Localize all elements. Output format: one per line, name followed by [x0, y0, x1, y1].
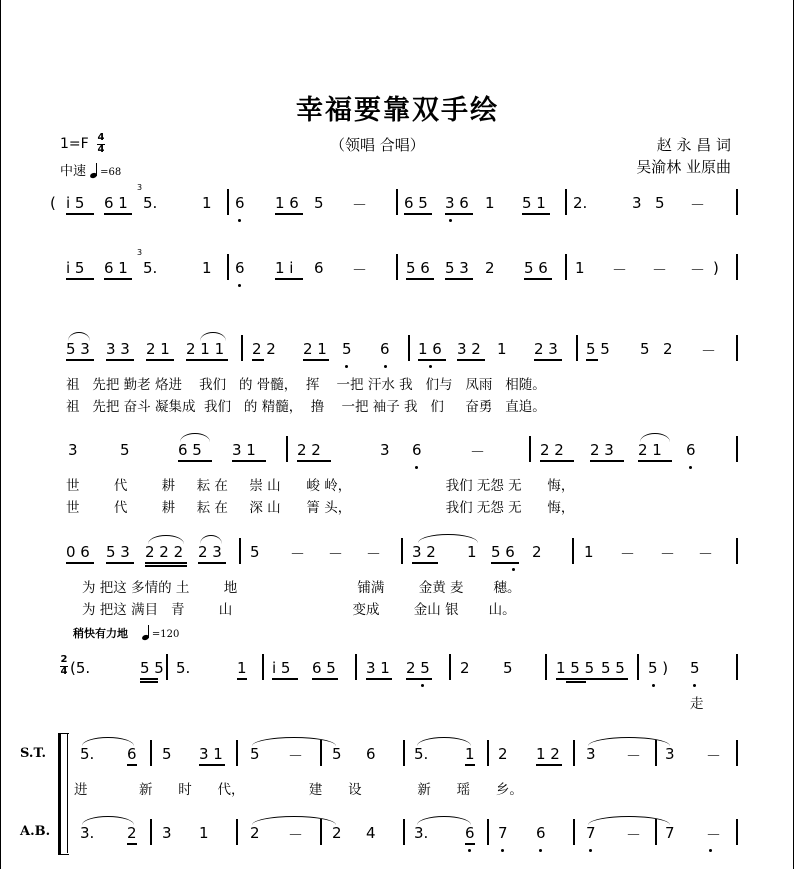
tempo-marking-2 [73, 624, 179, 641]
lyrics-verse-1: 世 代 耕 耘 在 崇 山 峻 岭， 我们 无怨 无 悔， [66, 478, 575, 494]
tempo-value: =120 [151, 629, 180, 640]
quarter-note-icon [142, 624, 152, 640]
notation-row-2: i 5 6 1 5. 1 6 1 i 6 － 5 6 5 3 2 5 6 1 － － － ) [66, 259, 719, 279]
lyrics-verse-2: 为 把这 满目 青 山 变成 金山 银 山。 [82, 602, 516, 618]
composer-credit: 吴渝林 业原曲 [636, 158, 731, 176]
time-signature-bottom: 4 [97, 144, 105, 155]
grace-note: 3 [137, 183, 143, 192]
meter-change: 2 4 [60, 654, 68, 677]
tempo-value: =68 [100, 167, 122, 178]
notation-row-5: 0 6 5 3 2 2 2 2 3 5 － － － 3 2 1 5 6 2 1 － － － [66, 543, 714, 563]
lyrics-verse-1: 祖 先把 勤老 烙进 我们 的 骨髓， 挥 一把 汗水 我 们与 凤雨 相随。 [66, 377, 546, 393]
notation-row-ab: 3. 2 3 1 2 － 2 4 3. 6 7 6 7 － 7 － [80, 824, 722, 844]
tempo-marking [60, 160, 121, 179]
time-signature [97, 133, 105, 155]
barline [736, 189, 738, 215]
lyric-word: 走 [690, 696, 704, 712]
notation-row-1: ( i 5 6 1 5. 1 6 1 6 5 － 6 5 3 6 1 5 1 2. 3 5 － [50, 194, 706, 214]
lyricist-credit: 赵 永 昌 词 [656, 136, 731, 154]
tempo-label: 中速 [60, 164, 87, 179]
lyrics-verse-1: 为 把这 多情的 土 地 铺满 金黄 麦 穗。 [82, 580, 521, 596]
time-signature-top: 4 [97, 132, 105, 143]
quarter-note-icon [90, 162, 100, 178]
part-label-st: S.T. [20, 746, 46, 761]
grace-note: 3 [137, 248, 143, 257]
song-subtitle: （领唱 合唱） [330, 136, 425, 154]
lyrics-verse-2: 世 代 耕 耘 在 深 山 箐 头， 我们 无怨 无 悔， [66, 500, 575, 516]
lyrics-verse-2: 祖 先把 奋斗 凝集成 我们 的 精髓， 撸 一把 袖子 我 们 奋勇 直追。 [66, 399, 546, 415]
notation-row-3: 5 3 3 3 2 1 2 1 1 2 2 2 1 5 6 1 6 3 2 1 2 3 5 5 5 2 － [66, 340, 717, 360]
barline [227, 189, 229, 215]
notation-row-4: 3 5 6 5 3 1 2 2 3 6 － 2 2 2 3 2 1 6 [68, 441, 696, 461]
key-signature: 1=F [60, 136, 89, 152]
part-label-ab: A.B. [20, 824, 51, 839]
barline [565, 189, 567, 215]
notation-row-6: (5. 5 5 5. 1 i 5 6 5 3 1 2 5 2 5 1 5 5 5 5 5 ) 5 [70, 659, 700, 677]
lyrics-choir: 进 新 时 代， 建 设 新 瑶 乡。 [74, 782, 523, 798]
tempo-label: 稍快有力地 [73, 627, 128, 640]
song-title: 幸福要靠双手绘 [296, 95, 499, 126]
notation-row-st: 5. 6 5 3 1 5 － 5 6 5. 1 2 1 2 3 － 3 － [80, 745, 722, 765]
barline [396, 189, 398, 215]
